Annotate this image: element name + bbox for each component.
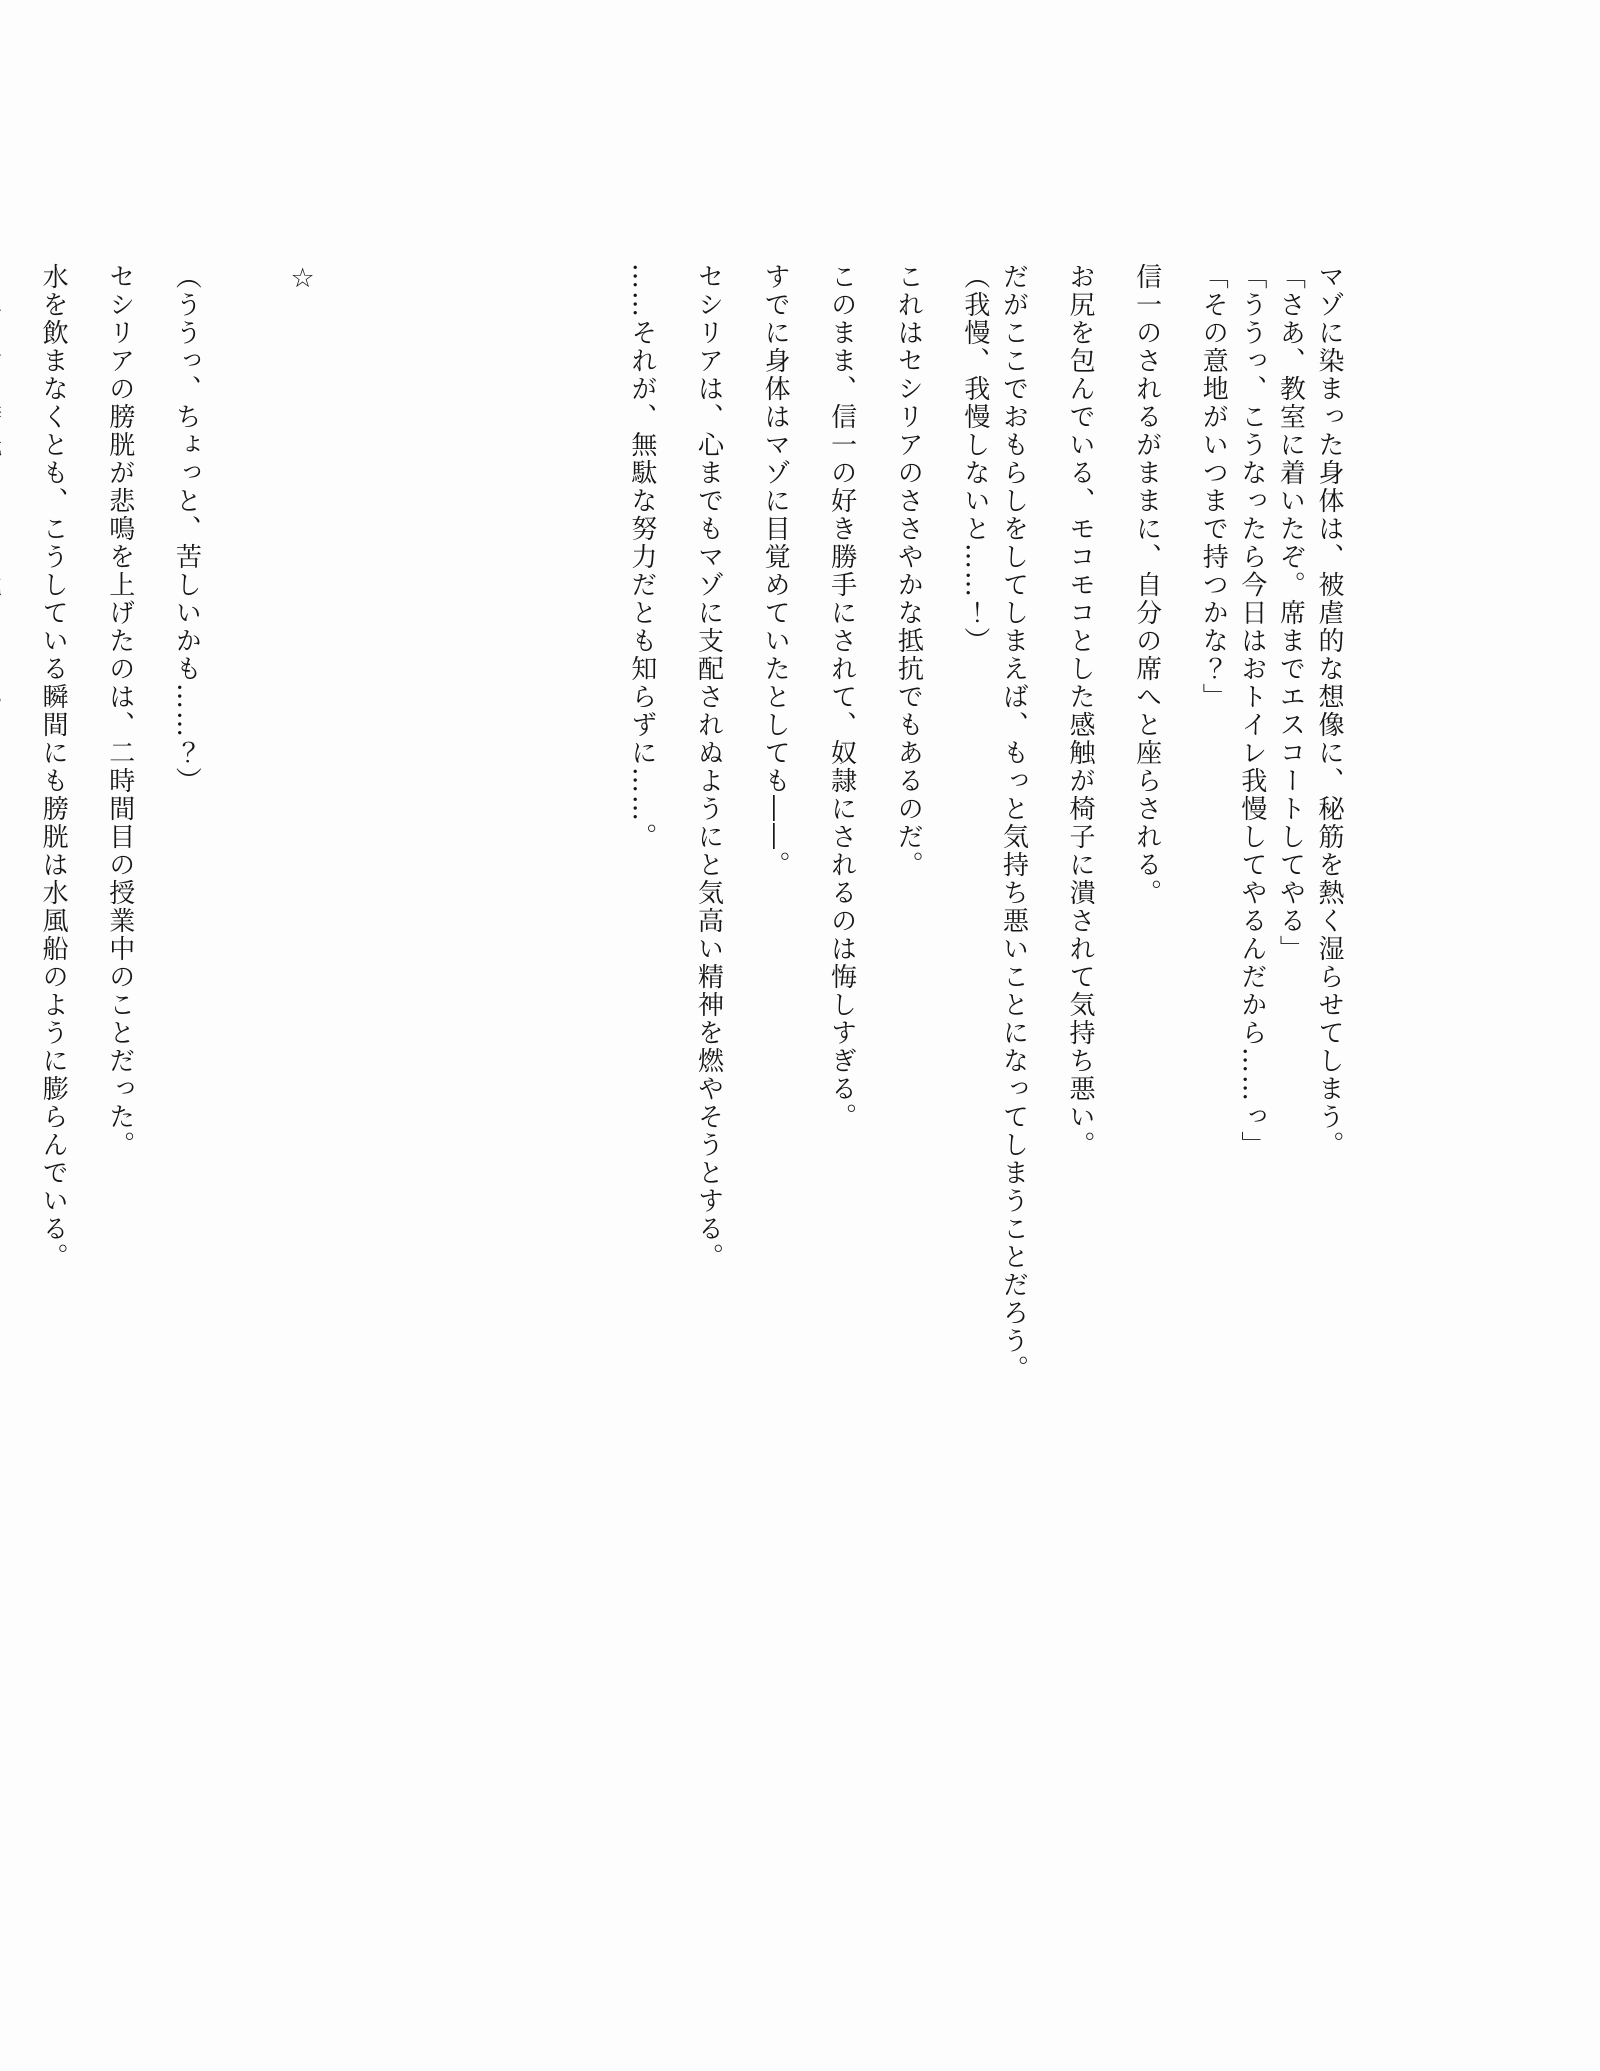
blank-column	[205, 263, 244, 1848]
text-line: セシリアの膀胱が悲鳴を上げたのは、二時間目の授業中のことだった。	[104, 263, 135, 1159]
text-line: これはセシリアのささやかな抵抗でもあるのだ。	[893, 263, 924, 879]
blank-column	[584, 263, 623, 1848]
text-line	[0, 263, 34, 1848]
text-line: マゾに染まった身体は、被虐的な想像に、秘筋を熱く湿らせてしまう。	[1314, 263, 1344, 1159]
text-line: セシリアは、心までもマゾに支配されぬようにと気高い精神を燃やそうとする。	[693, 263, 724, 1271]
text-line: 「ううっ、こうなったら今日はおトイレ我慢してやるんだから……っ」	[1236, 263, 1267, 1159]
text-line: 「さあ、教室に着いたぞ。席までエスコートしてやる」	[1275, 263, 1306, 963]
text-line: すでに身体はマゾに目覚めていたとしても――。	[760, 263, 791, 879]
text-line: 「その意地がいつまで持つかな？」	[1198, 263, 1229, 711]
text-line: 水を飲まなくとも、こうしている瞬間にも膀胱は水風船のように膨らんでいる。	[38, 263, 69, 1271]
vertical-text-block	[0, 263, 1376, 1848]
blank-column	[545, 263, 584, 1848]
text-line: お尻を包んでいる、モコモコとした感触が椅子に潰されて気持ち悪い。	[1065, 263, 1096, 1159]
text-line: 信一のされるがままに、自分の席へと座らされる。	[1131, 263, 1162, 907]
text-line: このまま、信一の好き勝手にされて、奴隷にされるのは悔しすぎる。	[826, 263, 857, 1131]
text-line: ……それが、無駄な努力だとも知らずに……。	[626, 263, 657, 851]
section-break-line	[283, 263, 546, 1848]
text-line: （ううっ、ちょっと、苦しいかも……？）	[171, 263, 202, 795]
section-break-star-icon: ☆	[287, 263, 319, 294]
text-line: （我慢、我慢しないと……！）	[959, 263, 990, 655]
text-line: だがここでおもらしをしてしまえば、もっと気持ち悪いことになってしまうことだろう。	[998, 263, 1029, 1383]
blank-column	[244, 263, 283, 1848]
